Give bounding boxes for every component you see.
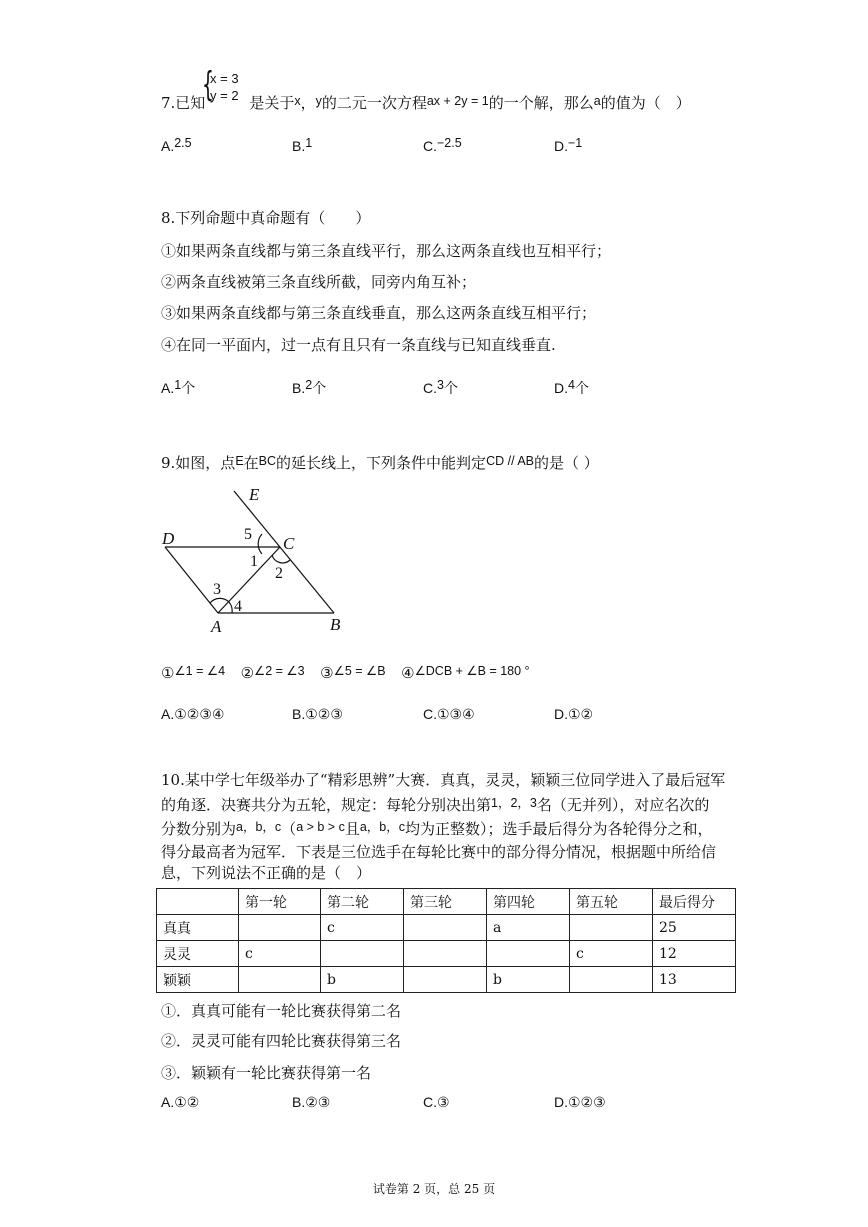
q10-option-c[interactable]: [423, 1094, 450, 1111]
q7-stem: [161, 92, 691, 113]
condition-text: ∠1 = ∠4: [174, 664, 226, 678]
option-label: D.: [554, 138, 568, 154]
score-table: [156, 888, 736, 993]
q8-stem: 8.下列命题中真命题有（ ）: [161, 209, 371, 227]
system-line-1: x = 3: [210, 71, 239, 86]
table-cell: [404, 967, 487, 993]
table-cell: [570, 915, 653, 941]
option-label: C.: [423, 1094, 437, 1110]
condition-4: [401, 664, 529, 682]
table-cell: [321, 941, 404, 967]
option-label: A.: [161, 138, 175, 154]
q10-statement-2: ②．灵灵可能有四轮比赛获得第三名: [161, 1032, 402, 1050]
q10-line-1: 10.某中学七年级举办了“精彩思辨”大赛．真真，灵灵，颖颖三位同学进入了最后冠军: [161, 771, 726, 789]
table-cell: [404, 941, 487, 967]
geometry-figure: [150, 482, 370, 642]
option-label: A.: [161, 380, 175, 396]
table-cell: [487, 941, 570, 967]
q10-inequality: a > b > c: [296, 820, 345, 834]
option-label: C.: [423, 138, 437, 154]
option-value: 1: [305, 136, 313, 150]
condition-text: ∠DCB + ∠B = 180 °: [414, 664, 530, 678]
option-value: ②③: [305, 1095, 331, 1111]
option-value: ①②③: [568, 1095, 606, 1111]
q9-option-d[interactable]: [554, 706, 593, 723]
option-label: D.: [554, 380, 568, 396]
table-cell: 真真: [157, 915, 239, 941]
q8-option-b[interactable]: [292, 378, 326, 398]
q10-vars: a，b，c: [236, 820, 282, 834]
table-cell: 13: [653, 967, 736, 993]
label-e: E: [249, 485, 260, 504]
page-footer: 试卷第 2 页，总 25 页: [372, 1182, 496, 1196]
table-cell: c: [239, 941, 321, 967]
q8-option-a[interactable]: [161, 378, 195, 398]
q7-option-a[interactable]: [161, 136, 192, 154]
q10-text: 分数分别为: [161, 820, 237, 838]
option-unit: 个: [181, 381, 196, 397]
condition-num: ②: [240, 664, 255, 682]
q10-line-5: 息，下列说法不正确的是（ ）: [161, 864, 372, 882]
q9-parallel: CD // AB: [486, 454, 534, 468]
option-value: ①②: [568, 707, 594, 723]
option-label: A.: [161, 706, 175, 722]
label-c: C: [283, 534, 295, 553]
q9-text-4: 的是（ ）: [534, 454, 599, 472]
label-angle-1: 1: [250, 553, 258, 570]
table-header-cell: 最后得分: [653, 889, 736, 915]
label-angle-5: 5: [244, 526, 252, 543]
q10-text: 均为正整数）；选手最后得分为各轮得分之和，: [405, 820, 713, 838]
q7-text-4: 的一个解，那么: [488, 94, 594, 112]
table-header-cell: 第一轮: [239, 889, 321, 915]
table-row: [157, 967, 736, 993]
q10-vars: a，b，c: [359, 820, 406, 834]
option-label: A.: [161, 1094, 175, 1110]
table-cell: [570, 967, 653, 993]
table-cell: [239, 915, 321, 941]
condition-text: ∠2 = ∠3: [254, 664, 305, 678]
q9-text-1: 9.如图，点: [161, 454, 236, 472]
option-value: ①②③④: [174, 707, 225, 723]
option-value: ③: [437, 1095, 450, 1111]
option-value: 1: [174, 378, 182, 392]
q9-text-2: 在: [243, 454, 259, 472]
option-label: C.: [423, 380, 437, 396]
q9-text-3: 的延长线上，下列条件中能判定: [276, 454, 487, 472]
q7-option-c[interactable]: [423, 136, 462, 154]
option-label: D.: [554, 1094, 568, 1110]
table-cell: 12: [653, 941, 736, 967]
option-value: ①②: [174, 1095, 200, 1111]
q7-prefix: 7.已知: [161, 94, 206, 112]
q10-text: 名（无并列），对应名次的: [536, 796, 710, 814]
label-a: A: [211, 617, 222, 636]
q10-text: 且: [344, 820, 360, 838]
q7-text-3: 的二元一次方程: [321, 94, 427, 112]
label-b: B: [330, 615, 341, 634]
table-header-cell: 第二轮: [321, 889, 404, 915]
q10-option-d[interactable]: [554, 1094, 606, 1111]
condition-1: [161, 664, 225, 682]
angle-arc-3: [210, 598, 229, 603]
option-value: −1: [568, 136, 583, 150]
q7-text-5: 的值为（ ）: [600, 94, 691, 112]
q10-statement-3: ③．颖颖有一轮比赛获得第一名: [161, 1064, 372, 1082]
brace-symbol: {: [202, 65, 214, 105]
q10-line-2: [161, 793, 709, 815]
option-unit: 个: [443, 381, 458, 397]
option-label: B.: [292, 1094, 306, 1110]
label-angle-2: 2: [275, 565, 283, 582]
condition-num: ①: [161, 664, 175, 682]
condition-2: [241, 664, 305, 682]
label-angle-4: 4: [234, 598, 242, 615]
q9-stem: [161, 452, 599, 473]
table-row: [157, 941, 736, 967]
angle-arc-5: [258, 534, 262, 554]
label-angle-3: 3: [213, 581, 221, 598]
q9-var-bc: BC: [258, 454, 277, 468]
table-header-cell: 第五轮: [570, 889, 653, 915]
table-header-row: [157, 889, 736, 915]
option-value: 4: [568, 378, 575, 392]
q10-text: （: [281, 820, 297, 838]
q9-conditions: [161, 663, 530, 682]
table-cell: 颖颖: [157, 967, 239, 993]
option-label: C.: [423, 706, 437, 722]
line-a-c: [218, 547, 280, 613]
q10-option-a[interactable]: [161, 1094, 199, 1111]
q10-option-b[interactable]: [292, 1094, 330, 1111]
q9-option-b[interactable]: [292, 706, 343, 723]
q7-var-x: x: [294, 94, 301, 108]
q9-option-c[interactable]: [423, 706, 475, 723]
option-value: ①③④: [437, 707, 475, 723]
option-value: ①②③: [305, 707, 343, 723]
q8-option-d[interactable]: [554, 378, 589, 398]
q7-equation: ax + 2y = 1: [426, 94, 489, 108]
table-cell: [404, 915, 487, 941]
system-line-2: y = 2: [210, 88, 239, 103]
option-label: D.: [554, 706, 568, 722]
table-cell: c: [570, 941, 653, 967]
q10-text: 的角逐．决赛共分为五轮，规定：每轮分别决出第: [161, 796, 492, 814]
condition-text: ∠5 = ∠B: [333, 664, 386, 678]
option-unit: 个: [312, 381, 327, 397]
table-cell: 灵灵: [157, 941, 239, 967]
option-label: B.: [292, 138, 306, 154]
angle-arc-4: [229, 602, 232, 613]
option-unit: 个: [574, 381, 589, 397]
condition-num: ④: [401, 664, 415, 682]
q9-option-a[interactable]: [161, 706, 224, 723]
q7-var-a: a: [593, 94, 601, 108]
q7-option-b[interactable]: [292, 136, 312, 154]
table-cell: [239, 967, 321, 993]
q7-text-1: 是关于: [249, 94, 295, 112]
option-label: B.: [292, 706, 306, 722]
option-value: 3: [437, 378, 444, 392]
condition-3: [320, 664, 385, 682]
q8-item-3: ③如果两条直线都与第三条直线垂直，那么这两条直线互相平行；: [161, 304, 597, 322]
table-header-cell: [157, 889, 239, 915]
option-value: −2.5: [437, 136, 462, 150]
q7-option-d[interactable]: [554, 136, 582, 154]
option-label: B.: [292, 380, 306, 396]
option-value: 2: [305, 378, 313, 392]
table-header-cell: 第四轮: [487, 889, 570, 915]
q10-statement-1: ①．真真可能有一轮比赛获得第二名: [161, 1002, 402, 1020]
table-cell: 25: [653, 915, 736, 941]
q8-item-2: ②两条直线被第三条直线所截，同旁内角互补；: [161, 273, 477, 291]
table-row: [157, 915, 736, 941]
table-cell: c: [321, 915, 404, 941]
q9-var-e: E: [235, 454, 244, 468]
q10-line-4: 得分最高者为冠军．下表是三位选手在每轮比赛中的部分得分情况，根据题中所给信: [161, 843, 717, 861]
table-cell: b: [487, 967, 570, 993]
table-cell: b: [321, 967, 404, 993]
q7-text-2: ，: [300, 94, 316, 112]
q8-item-4: ④在同一平面内，过一点有且只有一条直线与已知直线垂直.: [161, 336, 556, 354]
q10-line-3: [161, 817, 713, 839]
table-header-cell: 第三轮: [404, 889, 487, 915]
option-value: 2.5: [174, 136, 192, 150]
q10-ranks: 1，2，3: [491, 796, 537, 810]
table-cell: a: [487, 915, 570, 941]
line-d-a: [165, 547, 218, 613]
q7-var-y: y: [315, 94, 322, 108]
q8-item-1: ①如果两条直线都与第三条直线平行，那么这两条直线也互相平行；: [161, 242, 612, 260]
condition-num: ③: [320, 664, 334, 682]
label-d: D: [162, 529, 175, 548]
q8-option-c[interactable]: [423, 378, 458, 398]
